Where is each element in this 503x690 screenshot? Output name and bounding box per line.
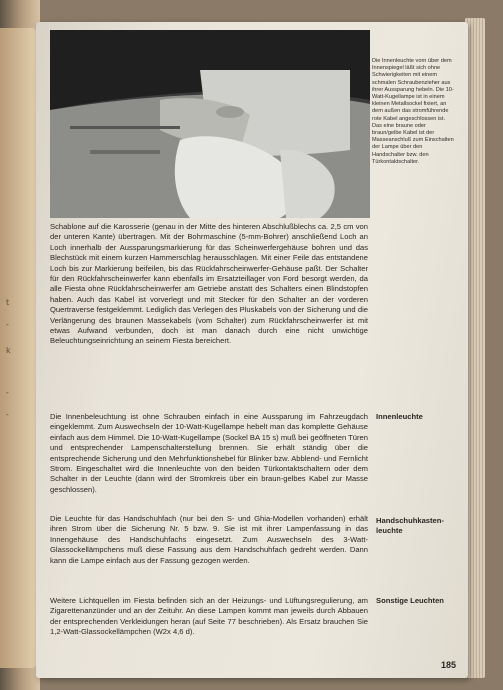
paragraph-sonstige-leuchten: Weitere Lichtquellen im Fiesta befinden sich an der Heizungs- und Lüftungsregulierung, am Zigarettenanzünder und an der Zeituhr. An diese Lampen kommt man jeweils durch Abbauen der entsprechenden Verkleidungen heran (auf Seite 77 beschrieben). Als Ersatz brauchen Sie 1,2-Watt-Glassockellämpchen (W2x 4,6 d).	[50, 596, 368, 637]
interior-light-illustration	[50, 30, 370, 218]
page-number: 185	[440, 660, 456, 670]
paragraph-innenleuchte: Die Innenbeleuchtung ist ohne Schrauben einfach in eine Aussparung im Fahrzeugdach eingeklemmt. Zum Auswechseln der 10-Watt-Kugellampe hebelt man das komplette Gehäuse einfach aus dem Himmel. Die 10-Watt-Kugellampe (Sockel BA 15 s) muß bei geöffneten Türen und entsprechender Lampenschalterstellung brennen. Sie erhält ständig über die entsprechende Sicherung und den Mehrfunktionshebel für Blinker bzw. Abblend- und Fernlicht Strom. Eingeschaltet wird die Innenleuchte von den beiden Türkontaktschaltern oder dem Schalter in der Leuchte (dann wird der Stromkreis über ein braun-gelbes Kabel zur Masse geschlossen).	[50, 412, 368, 494]
previous-page-fragment: -	[6, 320, 9, 329]
paragraph-rueckfahrscheinwerfer: Schablone auf die Karosserie (genau in der Mitte des hinteren Abschlußblechs ca. 2,5 cm von der unteren Kante) übertragen. Mit der Bohrmaschine (5-mm-Bohrer) anschließend Loch an Loch innerhalb der Aussparungsmarkierung für das Scheinwerfergehäuse bohren und das Blechstück mit einem kurzen Hammerschlag herausschlagen. Mit einer Feile das entstandene Loch bis zur Markierung beifeilen, bis das Rückfahrscheinwerfer-Gehäuse paßt. Der Schalter für den Rückfahrscheinwerfer kann ebenfalls im Ersatzteillager von Ford besorgt werden, da alle Fiesta ohne Rückfahrscheinwerfer am Getriebe anstatt des Schalters einen Blindstopfen haben. Auch das Kabel ist vorverlegt und mit Stecker für den Schalter an der vorderen Quertraverse festgeklemmt. Lediglich das Verlegen des Pluskabels von der Sicherung und die Verlängerung des braunen Massekabels (vom Schalter) zum Rückfahrscheinwerfer ist mit etwas Aufwand verbunden, doch ist man danach durch eine nicht unwichtige Beleuchtungseinrichtung an seinem Fiesta bereichert.	[50, 222, 368, 346]
photo-interior-light	[50, 30, 370, 218]
photo-caption: Die Innenleuchte vorn über dem Innenspiegel läßt sich ohne Schwierigkeiten mit einem schmalen Schraubenzieher aus ihrer Aussparung hebeln. Die 10-Watt-Kugellampe ist in einem kleinen Metallsockel fixiert, an dem außen das stromführende rote Kabel angeschlossen ist. Das eine braune oder braun/gelbe Kabel ist der Masseanschluß zum Einschalten der Lampe über den Handschalter bzw. den Türkontaktschalter.	[372, 58, 454, 165]
heading-innenleuchte: Innenleuchte	[376, 412, 423, 421]
heading-handschuhkastenleuchte: Handschuhkasten- leuchte	[376, 516, 444, 536]
previous-page-fragment: -	[6, 410, 9, 419]
paragraph-handschuhkastenleuchte: Die Leuchte für das Handschuhfach (nur bei den S- und Ghia-Modellen vorhanden) erhält ihren Strom über die Sicherung Nr. 5 bzw. 9. Sie ist mit ihrer Lampenfassung in das Innengehäuse des Handschuhfachs eingesetzt. Zum Auswechseln des 3-Watt-Glassockellämpchens muß diese Fassung aus dem Handschuhfach gedreht werden. Dann kann die Lampe einfach aus der Fassung gezogen werden.	[50, 514, 368, 565]
book-page	[36, 22, 468, 678]
heading-sonstige-leuchten: Sonstige Leuchten	[376, 596, 444, 605]
book-page-edges	[465, 18, 485, 678]
previous-page-fragment: k	[6, 346, 11, 355]
previous-page-fragment: -	[6, 388, 9, 397]
previous-page-fragment: t	[6, 298, 10, 307]
previous-page-edge	[0, 28, 36, 668]
